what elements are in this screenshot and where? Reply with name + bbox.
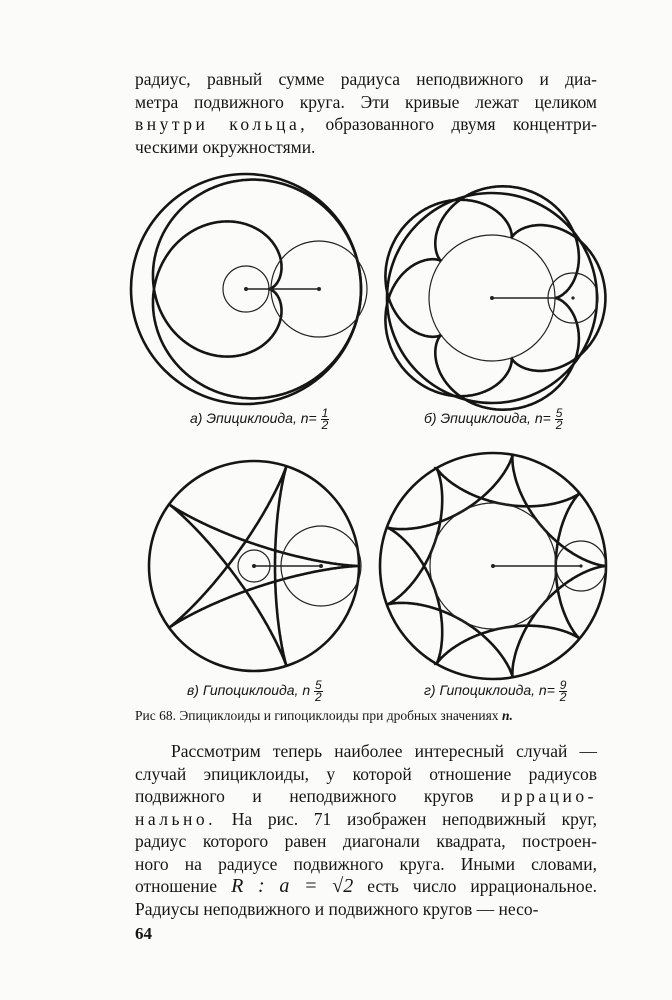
- caption-letter: а): [190, 410, 203, 427]
- figure-d: [380, 453, 606, 679]
- caption-eq: =: [308, 410, 317, 427]
- center-dot: [244, 287, 248, 291]
- text-fragment: подвижного и неподвижного кругов: [135, 786, 502, 806]
- center-dot: [252, 564, 256, 568]
- caption-letter: б): [424, 410, 437, 427]
- caption-d: [424, 680, 567, 703]
- center-dot: [579, 564, 582, 567]
- text-line: метра подвижного круга. Эти кривые лежат целиком: [135, 91, 597, 112]
- fraction-num: 9: [559, 678, 567, 692]
- fraction-den: 2: [321, 418, 329, 432]
- fraction: [555, 408, 564, 431]
- caption-var: n: [302, 682, 311, 699]
- caption-text: Гипоциклоида,: [202, 682, 303, 699]
- center-dot: [490, 296, 494, 300]
- fraction: [314, 680, 323, 703]
- caption-var: n: [538, 682, 547, 699]
- text-line: [135, 785, 597, 808]
- text-line: Радиусы неподвижного и подвижного кругов — несо-: [135, 898, 539, 919]
- fraction-num: 1: [321, 406, 329, 420]
- caption-var: n: [300, 410, 309, 427]
- center-dot: [319, 564, 323, 568]
- caption-a: [190, 408, 329, 431]
- figure-label: Рис 68.: [135, 708, 176, 723]
- text-line: [135, 808, 597, 831]
- fraction-num: 5: [315, 678, 322, 692]
- caption-text: Гипоциклоида,: [439, 682, 539, 699]
- fraction: [559, 680, 568, 703]
- figure-caption-var: n.: [501, 708, 513, 723]
- figure-caption-text: Эпициклоиды и гипоциклоиды при дробных значениях: [175, 708, 502, 723]
- spaced-emphasis: внутри кольца,: [135, 114, 309, 134]
- text-line: ческими окружностями.: [135, 136, 316, 157]
- text-fragment: есть число иррациональное.: [353, 876, 597, 896]
- caption-text: Эпициклоида,: [206, 410, 301, 427]
- caption-var: n: [534, 410, 543, 427]
- caption-eq: =: [542, 410, 551, 427]
- caption-b: [424, 408, 563, 431]
- math-formula: R : a = √2: [231, 875, 354, 897]
- paragraph-bottom: [135, 740, 597, 920]
- fraction-den: 2: [315, 690, 322, 704]
- text-line: Рассмотрим теперь наиболее интересный случай —: [171, 741, 597, 761]
- caption-letter: г): [424, 682, 436, 699]
- caption-text: Эпициклоида,: [440, 410, 535, 427]
- text-line: ного на радиусе подвижного круга. Иными словами,: [135, 853, 597, 874]
- spaced-emphasis: иррацио-: [501, 786, 597, 806]
- caption-letter: в): [187, 682, 199, 699]
- text-line: случай эпициклоиды, у которой отношение радиусов: [135, 763, 597, 784]
- spaced-emphasis: нально.: [135, 808, 216, 829]
- text-fragment: отношение: [135, 876, 232, 896]
- caption-eq: =: [546, 682, 555, 699]
- figure-b: [385, 186, 605, 409]
- text-line: [135, 875, 597, 898]
- text-line: радиус которого равен диагонали квадрата, построен-: [135, 831, 597, 851]
- figure-c: [149, 461, 361, 671]
- caption-c: [187, 680, 323, 703]
- page-number: 64: [135, 924, 152, 943]
- text-fragment: образованного двумя концентри-: [308, 114, 597, 134]
- figure-a: [131, 174, 367, 404]
- center-dot: [317, 287, 321, 291]
- text-fragment: На рис. 71 изображен неподвижный круг,: [216, 808, 597, 829]
- figure-caption: [135, 708, 615, 724]
- center-dot: [571, 296, 574, 299]
- fraction-den: 2: [555, 418, 563, 432]
- fraction-den: 2: [559, 690, 567, 704]
- text-line: радиус, равный сумме радиуса неподвижного и диа-: [135, 69, 597, 89]
- fraction-num: 5: [555, 406, 563, 420]
- center-dot: [491, 564, 495, 568]
- fraction: [321, 408, 330, 431]
